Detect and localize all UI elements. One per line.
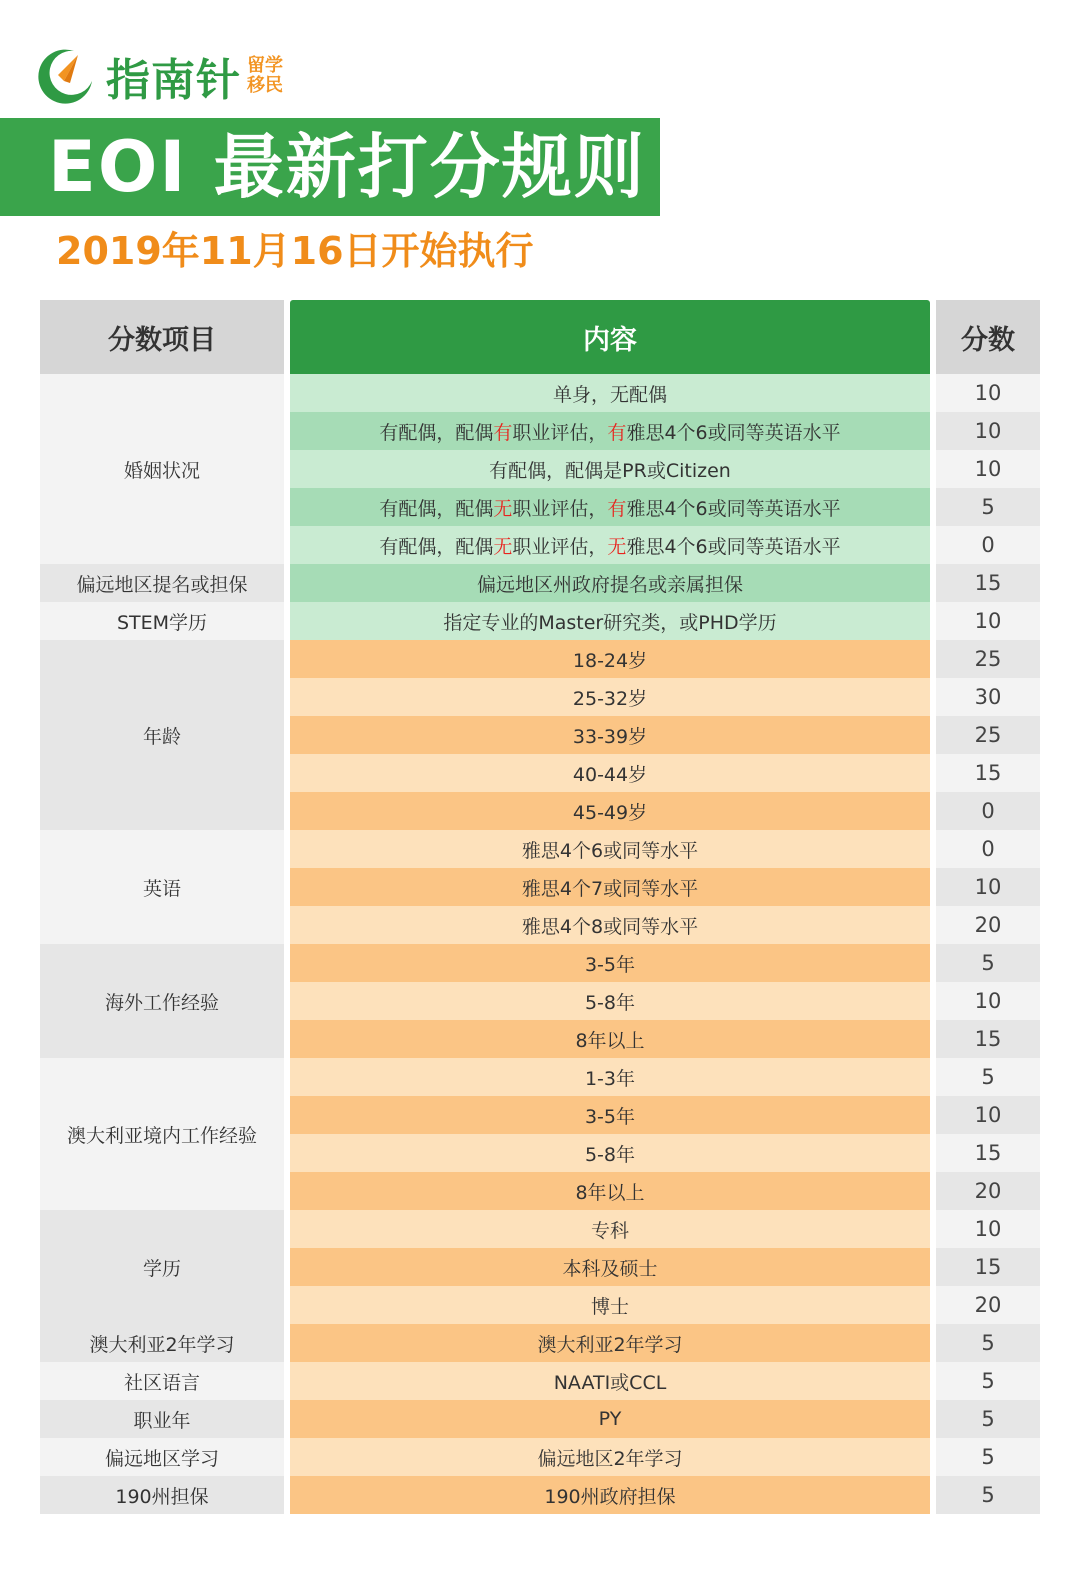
category-cell: 婚姻状况 <box>40 374 284 564</box>
score-cell: 15 <box>936 754 1040 792</box>
table-row <box>290 716 1040 754</box>
content-cell: 单身，无配偶 <box>290 374 930 412</box>
category-cell: 澳大利亚2年学习 <box>40 1324 284 1362</box>
category-cell: STEM学历 <box>40 602 284 640</box>
content-cell: 3-5年 <box>290 944 930 982</box>
score-cell: 0 <box>936 526 1040 564</box>
score-cell: 10 <box>936 602 1040 640</box>
category-cell: 190州担保 <box>40 1476 284 1514</box>
score-cell: 0 <box>936 792 1040 830</box>
table-row <box>290 1362 1040 1400</box>
table-row <box>290 830 1040 868</box>
score-cell: 5 <box>936 1476 1040 1514</box>
table-row <box>290 1476 1040 1514</box>
table-row <box>290 1096 1040 1134</box>
table-row <box>290 1286 1040 1324</box>
title-banner <box>0 118 660 216</box>
content-cell: 偏远地区州政府提名或亲属担保 <box>290 564 930 602</box>
table-row <box>290 526 1040 564</box>
content-cell: 雅思4个8或同等水平 <box>290 906 930 944</box>
category-cell: 社区语言 <box>40 1362 284 1400</box>
score-cell: 5 <box>936 944 1040 982</box>
brand-sub-bottom: 移民 <box>247 75 283 96</box>
table-row <box>290 640 1040 678</box>
score-cell: 10 <box>936 1096 1040 1134</box>
brand-subtitle <box>247 56 283 96</box>
content-cell: 本科及硕士 <box>290 1248 930 1286</box>
score-cell: 10 <box>936 1210 1040 1248</box>
content-cell: 专科 <box>290 1210 930 1248</box>
table-row <box>290 450 1040 488</box>
category-cell: 海外工作经验 <box>40 944 284 1058</box>
content-cell: 5-8年 <box>290 982 930 1020</box>
table-row <box>290 1210 1040 1248</box>
score-cell: 5 <box>936 1438 1040 1476</box>
content-cell: 190州政府担保 <box>290 1476 930 1514</box>
category-cell: 英语 <box>40 830 284 944</box>
content-cell: NAATI或CCL <box>290 1362 930 1400</box>
table-row <box>290 1438 1040 1476</box>
score-cell: 15 <box>936 1134 1040 1172</box>
content-cell: 25-32岁 <box>290 678 930 716</box>
table-row <box>290 944 1040 982</box>
category-cell: 偏远地区提名或担保 <box>40 564 284 602</box>
score-cell: 20 <box>936 906 1040 944</box>
table-row <box>290 868 1040 906</box>
table-row <box>290 602 1040 640</box>
compass-swoosh-icon <box>34 45 96 107</box>
table-row <box>290 1058 1040 1096</box>
content-cell: 1-3年 <box>290 1058 930 1096</box>
score-cell: 10 <box>936 982 1040 1020</box>
brand-logo <box>34 44 283 108</box>
category-cell: 澳大利亚境内工作经验 <box>40 1058 284 1210</box>
score-cell: 10 <box>936 868 1040 906</box>
category-cell: 职业年 <box>40 1400 284 1438</box>
content-cell: 指定专业的Master研究类，或PHD学历 <box>290 602 930 640</box>
content-cell: 8年以上 <box>290 1172 930 1210</box>
page-title: EOI 最新打分规则 <box>48 126 646 208</box>
effective-date: 2019年11月16日开始执行 <box>56 229 534 273</box>
score-cell: 5 <box>936 1400 1040 1438</box>
table-row <box>290 1134 1040 1172</box>
header-score: 分数 <box>936 300 1040 374</box>
table-row <box>290 982 1040 1020</box>
score-cell: 5 <box>936 1058 1040 1096</box>
score-cell: 20 <box>936 1172 1040 1210</box>
score-cell: 25 <box>936 716 1040 754</box>
content-cell: 3-5年 <box>290 1096 930 1134</box>
table-row <box>290 564 1040 602</box>
header-category: 分数项目 <box>40 300 284 374</box>
score-cell: 10 <box>936 374 1040 412</box>
table-row <box>290 906 1040 944</box>
table-row <box>290 1020 1040 1058</box>
score-cell: 25 <box>936 640 1040 678</box>
score-cell: 5 <box>936 488 1040 526</box>
score-cell: 10 <box>936 412 1040 450</box>
table-row <box>290 1172 1040 1210</box>
table-row <box>290 678 1040 716</box>
content-cell: 有配偶，配偶 无 职业评估， 无 雅思4个6或同等英语水平 <box>290 526 930 564</box>
content-cell: 有配偶，配偶是PR或Citizen <box>290 450 930 488</box>
content-cell: 8年以上 <box>290 1020 930 1058</box>
table-row <box>290 1324 1040 1362</box>
table-row <box>290 488 1040 526</box>
score-cell: 5 <box>936 1324 1040 1362</box>
content-cell: 有配偶，配偶 有 职业评估， 有 雅思4个6或同等英语水平 <box>290 412 930 450</box>
score-cell: 15 <box>936 564 1040 602</box>
content-cell: 雅思4个7或同等水平 <box>290 868 930 906</box>
content-cell: PY <box>290 1400 930 1438</box>
header-content: 内容 <box>290 300 930 374</box>
content-cell: 偏远地区2年学习 <box>290 1438 930 1476</box>
content-cell: 有配偶，配偶 无 职业评估， 有 雅思4个6或同等英语水平 <box>290 488 930 526</box>
content-cell: 博士 <box>290 1286 930 1324</box>
category-cell: 学历 <box>40 1210 284 1324</box>
content-cell: 雅思4个6或同等水平 <box>290 830 930 868</box>
table-row <box>290 1248 1040 1286</box>
content-cell: 33-39岁 <box>290 716 930 754</box>
score-cell: 15 <box>936 1020 1040 1058</box>
content-cell: 18-24岁 <box>290 640 930 678</box>
content-cell: 5-8年 <box>290 1134 930 1172</box>
score-cell: 20 <box>936 1286 1040 1324</box>
score-cell: 0 <box>936 830 1040 868</box>
category-cell: 偏远地区学习 <box>40 1438 284 1476</box>
category-cell: 年龄 <box>40 640 284 830</box>
score-cell: 5 <box>936 1362 1040 1400</box>
content-cell: 澳大利亚2年学习 <box>290 1324 930 1362</box>
content-cell: 45-49岁 <box>290 792 930 830</box>
table-row <box>290 1400 1040 1438</box>
content-cell: 40-44岁 <box>290 754 930 792</box>
brand-sub-top: 留学 <box>247 55 283 76</box>
score-cell: 30 <box>936 678 1040 716</box>
table-row <box>290 412 1040 450</box>
brand-name: 指南针 <box>106 55 241 106</box>
score-cell: 15 <box>936 1248 1040 1286</box>
table-row <box>290 754 1040 792</box>
table-row <box>290 374 1040 412</box>
score-cell: 10 <box>936 450 1040 488</box>
table-row <box>290 792 1040 830</box>
